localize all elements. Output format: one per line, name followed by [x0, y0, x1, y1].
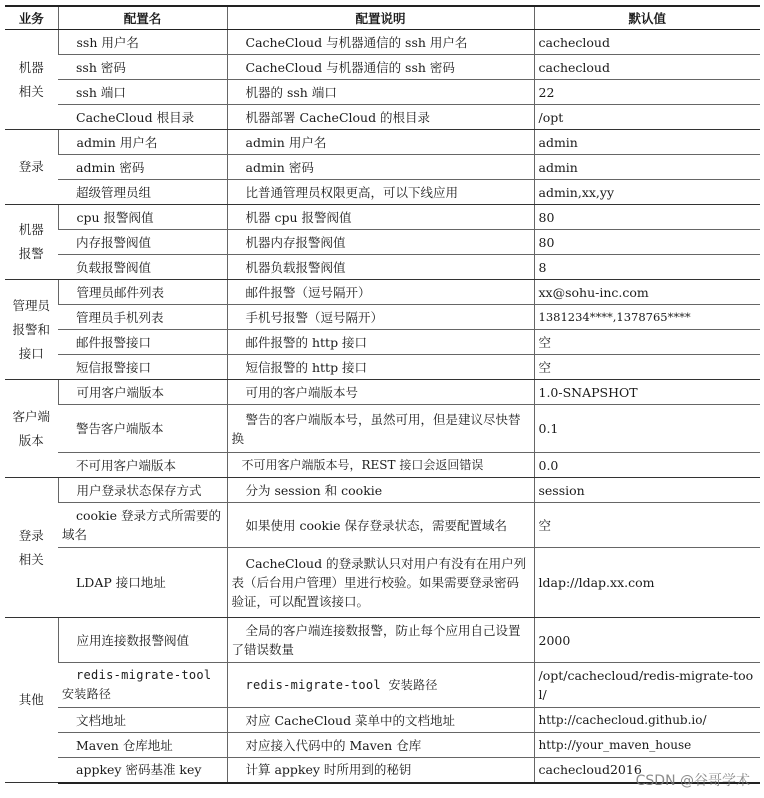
table-row [5, 80, 760, 105]
config-desc: admin 用户名 [227, 130, 534, 155]
config-desc: CacheCloud 的登录默认只对用户有没有在用户列表（后台用户管理）里进行校验。如果需要登录密码验证，可以配置该接口。 [227, 548, 534, 618]
header-row [5, 6, 760, 30]
config-name: admin 密码 [58, 155, 227, 180]
config-name: appkey 密码基准 key [58, 758, 227, 783]
config-desc: 机器部署 CacheCloud 的根目录 [227, 105, 534, 130]
default-value: 0.1 [534, 405, 760, 453]
config-desc: redis-migrate-tool 安装路径 [227, 663, 534, 708]
table-row [5, 355, 760, 380]
config-name: 警告客户端版本 [58, 405, 227, 453]
default-value: cachecloud [534, 30, 760, 55]
config-desc: admin 密码 [227, 155, 534, 180]
default-value: 空 [534, 503, 760, 548]
table-row [5, 230, 760, 255]
table-row [5, 708, 760, 733]
config-desc: 如果使用 cookie 保存登录状态，需要配置域名 [227, 503, 534, 548]
table-row [5, 180, 760, 205]
config-desc: CacheCloud 与机器通信的 ssh 密码 [227, 55, 534, 80]
default-value: admin [534, 155, 760, 180]
config-name: 应用连接数报警阀值 [58, 618, 227, 663]
default-value: /opt/cachecloud/redis-migrate-tool/ [534, 663, 760, 708]
group-machine: 机器 相关 [5, 30, 58, 130]
header-business: 业务 [5, 6, 58, 30]
config-desc: 对应 CacheCloud 菜单中的文档地址 [227, 708, 534, 733]
header-config-name: 配置名 [58, 6, 227, 30]
config-name: ssh 用户名 [58, 30, 227, 55]
config-name: cpu 报警阀值 [58, 205, 227, 230]
config-name: CacheCloud 根目录 [58, 105, 227, 130]
default-value: 8 [534, 255, 760, 280]
group-admin-alarm: 管理员 报警和 接口 [5, 280, 58, 380]
default-value: http://your_maven_house [534, 733, 760, 758]
table-row [5, 205, 760, 230]
table-row [5, 130, 760, 155]
default-value: 80 [534, 205, 760, 230]
config-desc: 邮件报警（逗号隔开） [227, 280, 534, 305]
default-value: session [534, 478, 760, 503]
config-desc: 机器的 ssh 端口 [227, 80, 534, 105]
table-row [5, 405, 760, 453]
table-row [5, 30, 760, 55]
config-name: 可用客户端版本 [58, 380, 227, 405]
default-value: 0.0 [534, 453, 760, 478]
table-row [5, 758, 760, 783]
default-value: 1381234****,1378765**** [534, 305, 760, 330]
config-name: 内存报警阀值 [58, 230, 227, 255]
table-row [5, 618, 760, 663]
config-desc: 全局的客户端连接数报警，防止每个应用自己设置了错误数量 [227, 618, 534, 663]
config-name: 负载报警阀值 [58, 255, 227, 280]
config-desc: 机器 cpu 报警阀值 [227, 205, 534, 230]
group-other: 其他 [5, 618, 58, 783]
table-row [5, 503, 760, 548]
table-row [5, 105, 760, 130]
config-desc: 分为 session 和 cookie [227, 478, 534, 503]
default-value: 1.0-SNAPSHOT [534, 380, 760, 405]
watermark: CSDN @谷哥学术 [635, 773, 750, 789]
group-login-related: 登录 相关 [5, 478, 58, 618]
config-name: ssh 密码 [58, 55, 227, 80]
default-value: cachecloud [534, 55, 760, 80]
config-desc: 机器内存报警阀值 [227, 230, 534, 255]
table-row [5, 663, 760, 708]
config-name: admin 用户名 [58, 130, 227, 155]
table-row [5, 380, 760, 405]
default-value: admin,xx,yy [534, 180, 760, 205]
default-value: xx@sohu-inc.com [534, 280, 760, 305]
default-value: ldap://ldap.xx.com [534, 548, 760, 618]
default-value: admin [534, 130, 760, 155]
config-name: redis-migrate-tool 安装路径 [58, 663, 227, 708]
config-name: 不可用客户端版本 [58, 453, 227, 478]
default-value: 2000 [534, 618, 760, 663]
config-desc: CacheCloud 与机器通信的 ssh 用户名 [227, 30, 534, 55]
config-desc: 不可用客户端版本号，REST 接口会返回错误 [227, 453, 534, 478]
config-name: 邮件报警接口 [58, 330, 227, 355]
default-value: http://cachecloud.github.io/ [534, 708, 760, 733]
config-name: 管理员手机列表 [58, 305, 227, 330]
group-machine-alarm: 机器 报警 [5, 205, 58, 280]
default-value: 22 [534, 80, 760, 105]
table-row [5, 548, 760, 618]
config-desc: 计算 appkey 时所用到的秘钥 [227, 758, 534, 783]
config-desc: 手机号报警（逗号隔开） [227, 305, 534, 330]
config-name: LDAP 接口地址 [58, 548, 227, 618]
header-config-desc: 配置说明 [227, 6, 534, 30]
config-name: 用户登录状态保存方式 [58, 478, 227, 503]
table-row [5, 55, 760, 80]
table-row [5, 478, 760, 503]
default-value: 空 [534, 330, 760, 355]
config-desc: 可用的客户端版本号 [227, 380, 534, 405]
config-desc: 短信报警的 http 接口 [227, 355, 534, 380]
default-value: /opt [534, 105, 760, 130]
default-value: 空 [534, 355, 760, 380]
table-row [5, 255, 760, 280]
default-value: cachecloud2016 [534, 758, 760, 783]
config-name: cookie 登录方式所需要的域名 [58, 503, 227, 548]
config-desc: 对应接入代码中的 Maven 仓库 [227, 733, 534, 758]
table-row [5, 280, 760, 305]
table-row [5, 733, 760, 758]
config-name: 短信报警接口 [58, 355, 227, 380]
header-default-value: 默认值 [534, 6, 760, 30]
config-name: Maven 仓库地址 [58, 733, 227, 758]
table-row [5, 453, 760, 478]
default-value: 80 [534, 230, 760, 255]
config-desc: 邮件报警的 http 接口 [227, 330, 534, 355]
table-row [5, 330, 760, 355]
config-name: 管理员邮件列表 [58, 280, 227, 305]
table-row [5, 155, 760, 180]
config-name: ssh 端口 [58, 80, 227, 105]
config-table [5, 5, 760, 784]
config-name: 文档地址 [58, 708, 227, 733]
config-desc: 比普通管理员权限更高，可以下线应用 [227, 180, 534, 205]
table-row [5, 305, 760, 330]
group-login: 登录 [5, 130, 58, 205]
config-name: 超级管理员组 [58, 180, 227, 205]
group-client-version: 客户端 版本 [5, 380, 58, 478]
config-desc: 机器负载报警阀值 [227, 255, 534, 280]
config-desc: 警告的客户端版本号，虽然可用，但是建议尽快替换 [227, 405, 534, 453]
